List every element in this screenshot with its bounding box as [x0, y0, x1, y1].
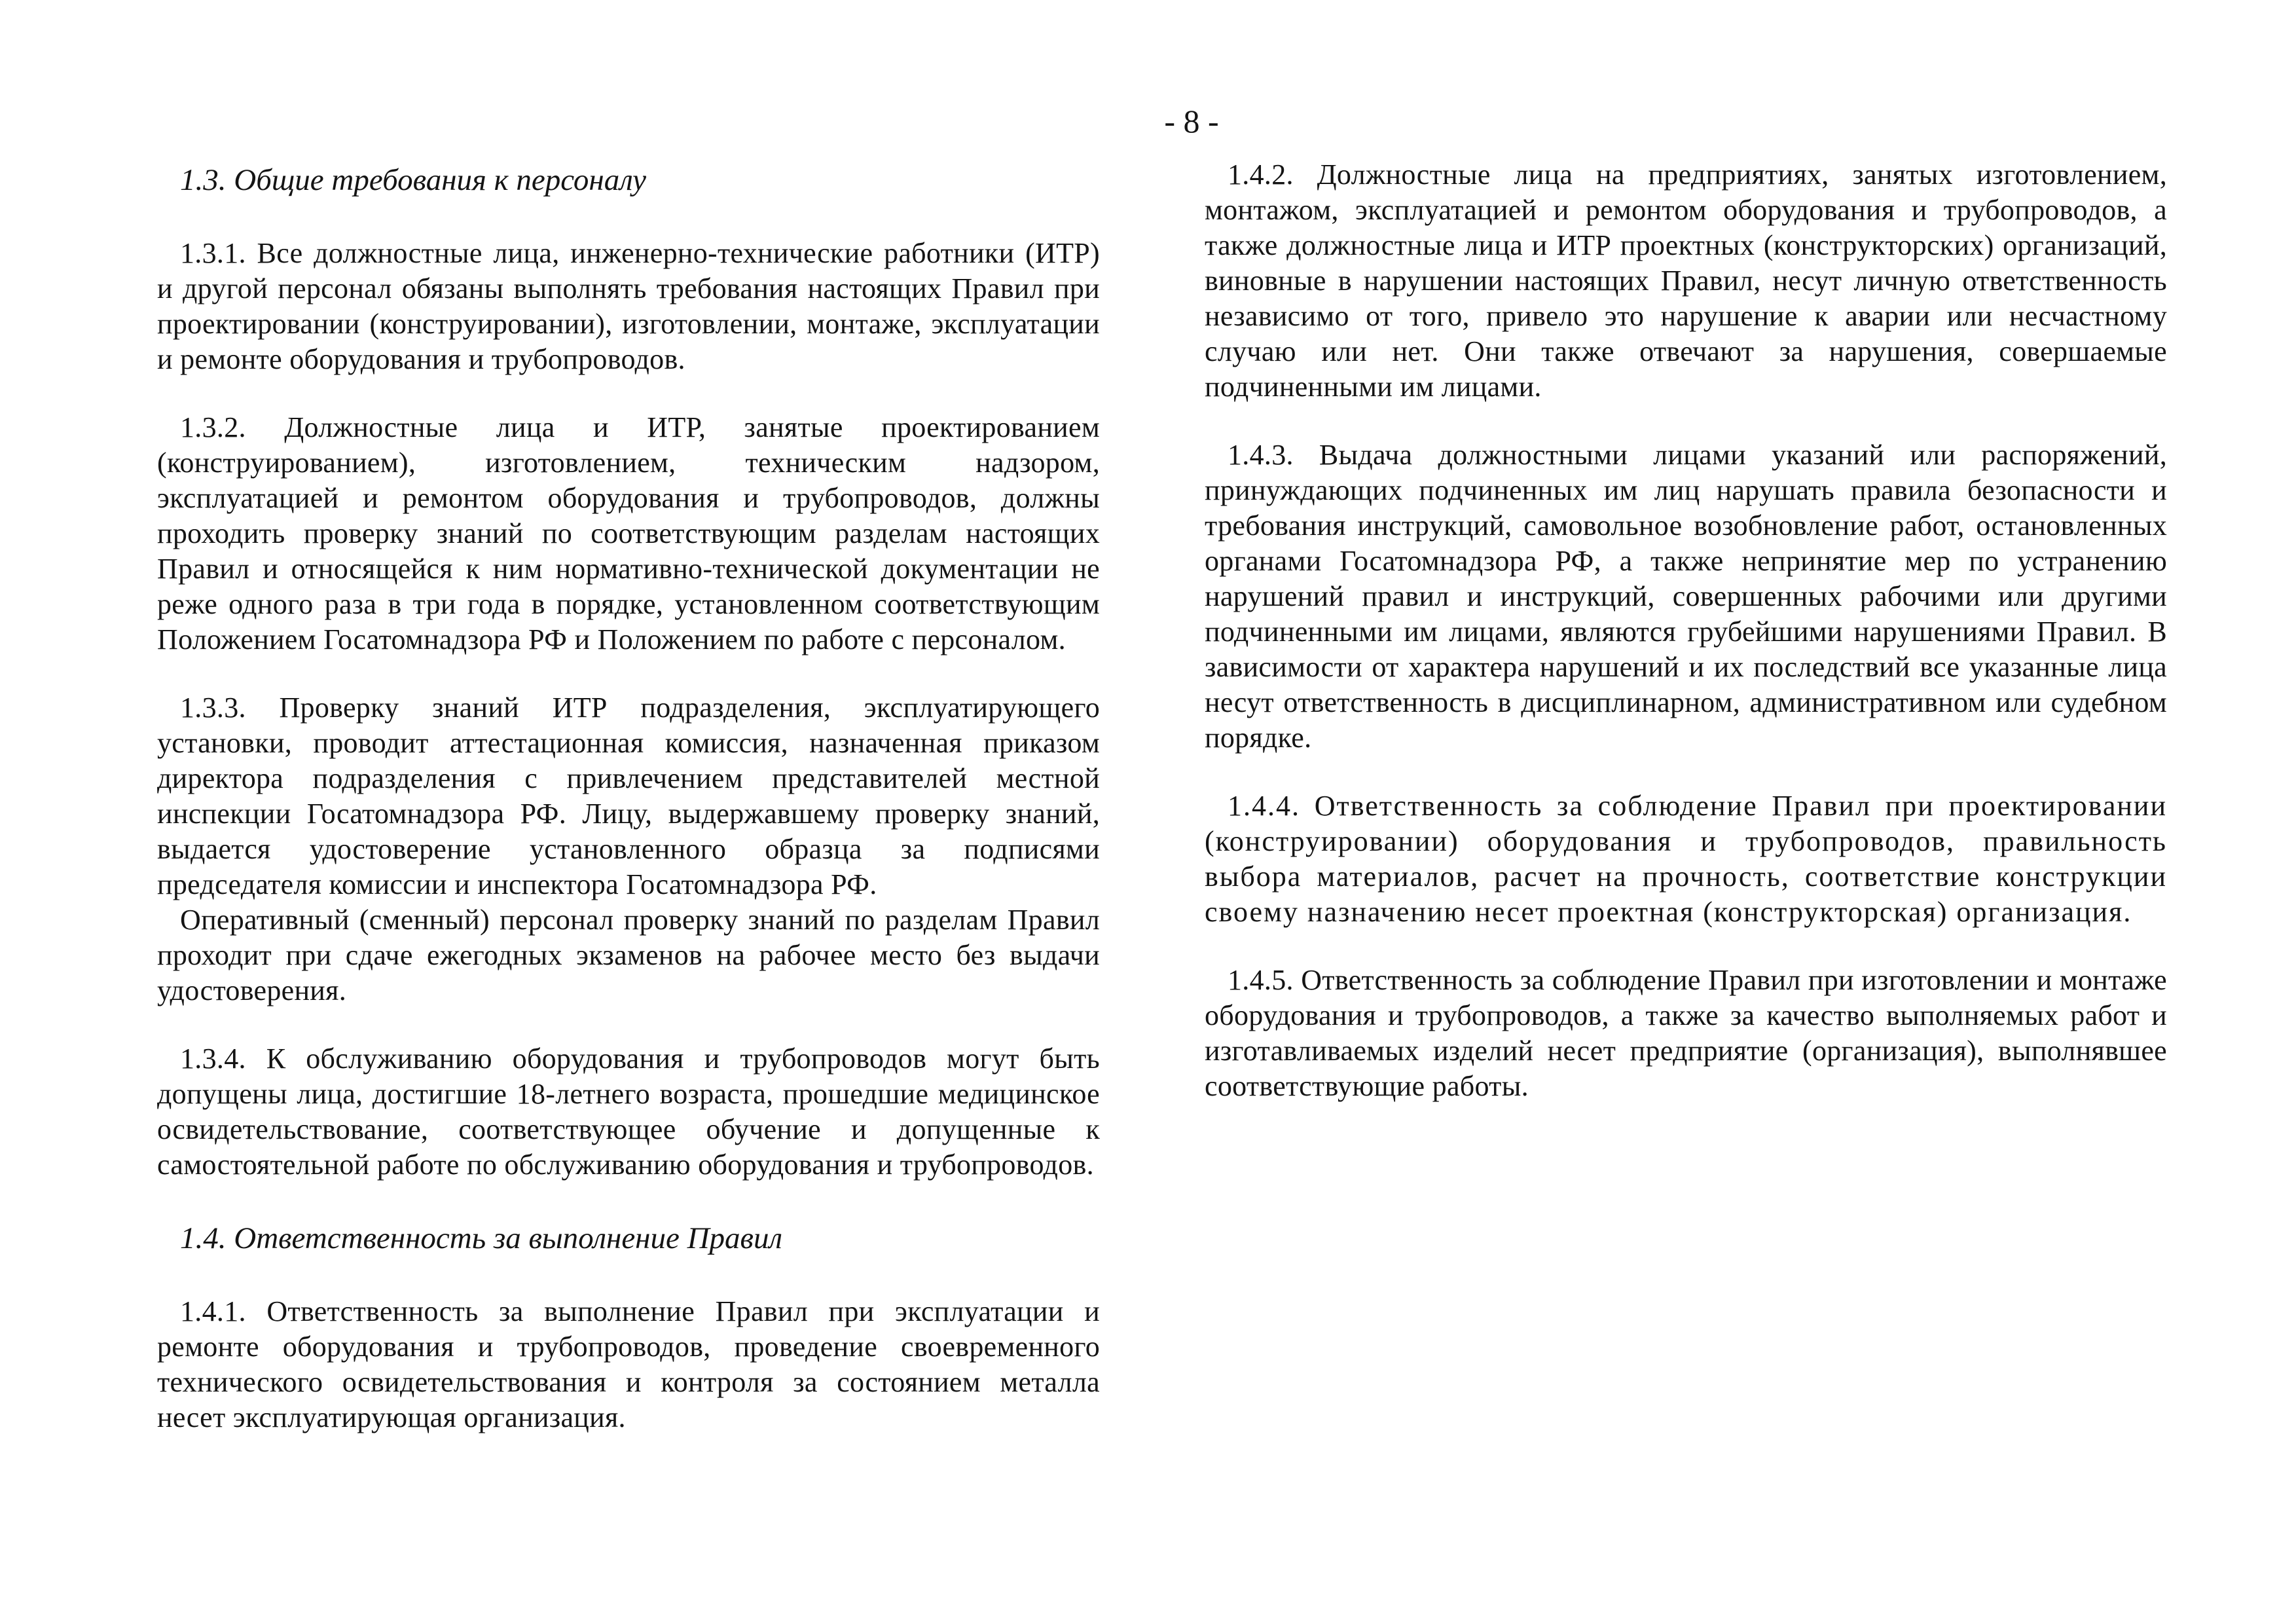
paragraph-1-3-3-continued: Оперативный (сменный) персонал проверку знаний по разделам Правил проходит при сдаче ежегодных экзаменов на рабочее место без выдачи удостоверения. [157, 904, 1100, 1006]
paragraph-1-4-4: 1.4.4. Ответственность за соблюдение Правил при проектировании (конструировании) оборудования и трубопроводов, правильность выбора материалов, расчет на прочность, соответствие конструкции своему назначению несет проектная (конструкторская) организация. [1205, 790, 2167, 928]
paragraph-1-4-5: 1.4.5. Ответственность за соблюдение Правил при изготовлении и монтаже оборудования и трубопроводов, а также за качество выполняемых работ и изготавливаемых изделий несет предприятие (организация), выполнявшее соответствующие работы. [1205, 964, 2167, 1102]
paragraph-1-3-4: 1.3.4. К обслуживанию оборудования и трубопроводов могут быть допущены лица, достигшие 18-летнего возраста, прошедшие медицинское освидетельствование, соответствующее обучение и допущенные к самостоятельной работе по обслуживанию оборудования и трубопроводов. [157, 1043, 1100, 1181]
paragraph-1-4-2: 1.4.2. Должностные лица на предприятиях, занятых изготовлением, монтажом, эксплуатацией и ремонтом оборудования и трубопроводов, а также должностные лица и ИТР проектных (конструкторских) организаций, виновные в нарушении настоящих Правил, несут личную ответственность независимо от того, привело это нарушение к аварии или несчастному случаю или нет. Они также отвечают за нарушения, совершаемые подчиненными им лицами. [1205, 158, 2167, 403]
paragraph-1-4-1: 1.4.1. Ответственность за выполнение Правил при эксплуатации и ремонте оборудования и трубопроводов, проведение своевременного технического освидетельствования и контроля за состоянием металла несет эксплуатирующая организация. [157, 1295, 1100, 1433]
section-heading-1-4: 1.4. Ответственность за выполнение Правил [180, 1221, 782, 1255]
section-heading-1-3: 1.3. Общие требования к персоналу [180, 163, 646, 197]
paragraph-1-3-1: 1.3.1. Все должностные лица, инженерно-технические работники (ИТР) и другой персонал обязаны выполнять требования настоящих Правил при проектировании (конструировании), изготовлении, монтаже, эксплуатации и ремонте оборудования и трубопроводов. [157, 237, 1100, 375]
paragraph-1-3-2: 1.3.2. Должностные лица и ИТР, занятые проектированием (конструированием), изготовлением, техническим надзором, эксплуатацией и ремонтом оборудования и трубопроводов, должны проходить проверку знаний по соответствующим разделам настоящих Правил и относящейся к ним нормативно-технической документации не реже одного раза в три года в порядке, установленном соответствующим Положением Госатомнадзора РФ и Положением по работе с персоналом. [157, 411, 1100, 655]
paragraph-1-3-3: 1.3.3. Проверку знаний ИТР подразделения, эксплуатирующего установки, проводит аттестационная комиссия, назначенная приказом директора подразделения с привлечением представителей местной инспекции Госатомнадзора РФ. Лицу, выдержавшему проверку знаний, выдается удостоверение установленного образца за подписями председателя комиссии и инспектора Госатомнадзора РФ. [157, 692, 1100, 900]
paragraph-1-4-3: 1.4.3. Выдача должностными лицами указаний или распоряжений, принуждающих подчиненных им лиц нарушать правила безопасности и требования инструкций, самовольное возобновление работ, остановленных органами Госатомнадзора РФ, а также непринятие мер по устранению нарушений правил и инструкций, совершенных рабочими или другими подчиненными им лицами, являются грубейшими нарушениями Правил. В зависимости от характера нарушений и их последствий все указанные лица несут ответственность в дисциплинарном, административном или судебном порядке. [1205, 439, 2167, 754]
right-column [1205, 157, 2167, 1137]
page-number: - 8 - [1164, 103, 1219, 139]
left-column [157, 157, 1100, 1468]
